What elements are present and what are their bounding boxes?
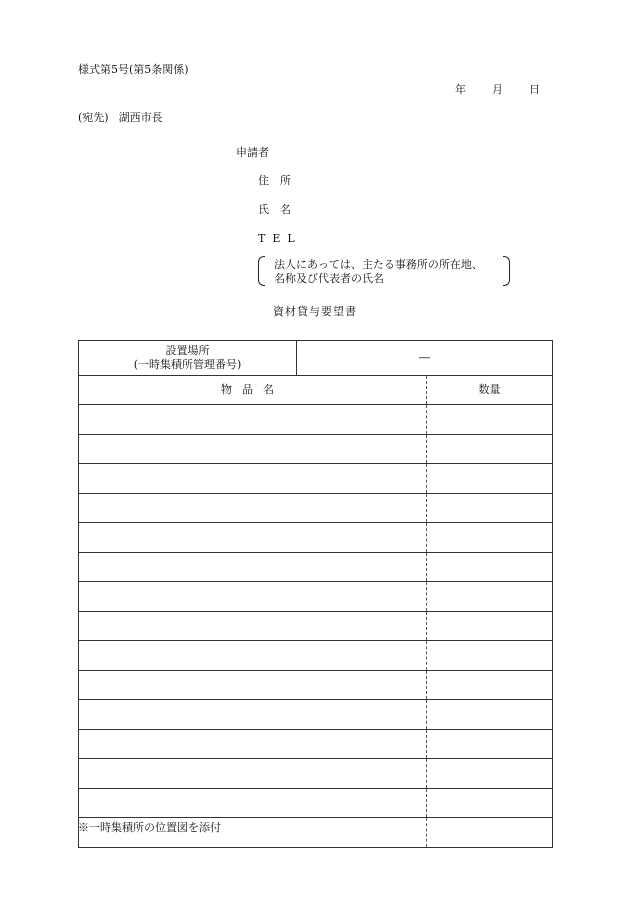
item-name-cell[interactable]: [79, 552, 427, 582]
applicant-label: 申請者: [236, 146, 269, 159]
corporation-note-line2: 名称及び代表者の氏名: [274, 272, 384, 285]
name-label: 氏名: [258, 203, 302, 216]
item-name-cell[interactable]: [79, 670, 427, 700]
item-name-cell[interactable]: [79, 641, 427, 671]
addressee-name: 湖西市長: [118, 111, 163, 124]
table-row: [79, 729, 553, 759]
date-year: 年: [455, 83, 466, 96]
quantity-cell[interactable]: [427, 464, 553, 494]
address-label: 住所: [258, 174, 302, 187]
item-name-cell[interactable]: [79, 523, 427, 553]
quantity-cell[interactable]: [427, 670, 553, 700]
quantity-cell[interactable]: [427, 552, 553, 582]
table-row: [79, 670, 553, 700]
corporation-note-line1: 法人にあっては、主たる事務所の所在地、: [274, 258, 483, 271]
quantity-cell[interactable]: [427, 700, 553, 730]
table-row: [79, 405, 553, 435]
item-name-cell[interactable]: [79, 405, 427, 435]
quantity-header: 数量: [427, 376, 553, 405]
date-month: 月: [492, 83, 503, 96]
quantity-cell[interactable]: [427, 729, 553, 759]
tel-label: TEL: [258, 232, 302, 245]
item-name-cell[interactable]: [79, 582, 427, 612]
table-row: [79, 552, 553, 582]
location-value-cell[interactable]: ―: [297, 341, 553, 376]
date-line: [455, 84, 540, 95]
location-label-line1: 設置場所: [165, 344, 210, 357]
table-row: [79, 523, 553, 553]
table-row: [79, 759, 553, 789]
footnote: ※一時集積所の位置図を添付: [78, 821, 221, 834]
corporation-note: [258, 256, 510, 286]
item-name-header-text: 物品名: [221, 383, 284, 396]
item-name-cell[interactable]: [79, 700, 427, 730]
corporation-note-text: [274, 258, 483, 286]
table-row: [79, 641, 553, 671]
location-label-line2: (一時集積所管理番号): [133, 358, 242, 371]
location-row: [79, 341, 553, 376]
date-day: 日: [529, 83, 540, 96]
table-row: [79, 434, 553, 464]
quantity-cell[interactable]: [427, 759, 553, 789]
addressee-prefix: (宛先): [78, 111, 109, 124]
quantity-cell[interactable]: [427, 434, 553, 464]
item-name-cell[interactable]: [79, 611, 427, 641]
left-bracket: [258, 256, 265, 286]
item-name-cell[interactable]: [79, 434, 427, 464]
quantity-cell[interactable]: [427, 582, 553, 612]
item-name-header: [79, 376, 427, 405]
quantity-cell[interactable]: [427, 611, 553, 641]
item-name-cell[interactable]: [79, 759, 427, 789]
table-row: [79, 493, 553, 523]
table-row: [79, 582, 553, 612]
right-bracket: [503, 256, 510, 286]
request-table: [78, 340, 553, 848]
quantity-cell[interactable]: [427, 818, 553, 848]
table-header-row: [79, 376, 553, 405]
location-label-cell: [79, 341, 297, 376]
table-row: [79, 700, 553, 730]
table-row: [79, 611, 553, 641]
form-number: 様式第5号(第5条関係): [78, 63, 189, 76]
table-row: [79, 788, 553, 818]
quantity-cell[interactable]: [427, 788, 553, 818]
document-title: 資材貸与要望書: [273, 305, 357, 318]
item-name-cell[interactable]: [79, 788, 427, 818]
quantity-cell[interactable]: [427, 641, 553, 671]
quantity-cell[interactable]: [427, 405, 553, 435]
quantity-cell[interactable]: [427, 523, 553, 553]
item-name-cell[interactable]: [79, 493, 427, 523]
quantity-cell[interactable]: [427, 493, 553, 523]
addressee: [78, 112, 163, 123]
item-name-cell[interactable]: [79, 464, 427, 494]
table-row: [79, 464, 553, 494]
item-name-cell[interactable]: [79, 729, 427, 759]
